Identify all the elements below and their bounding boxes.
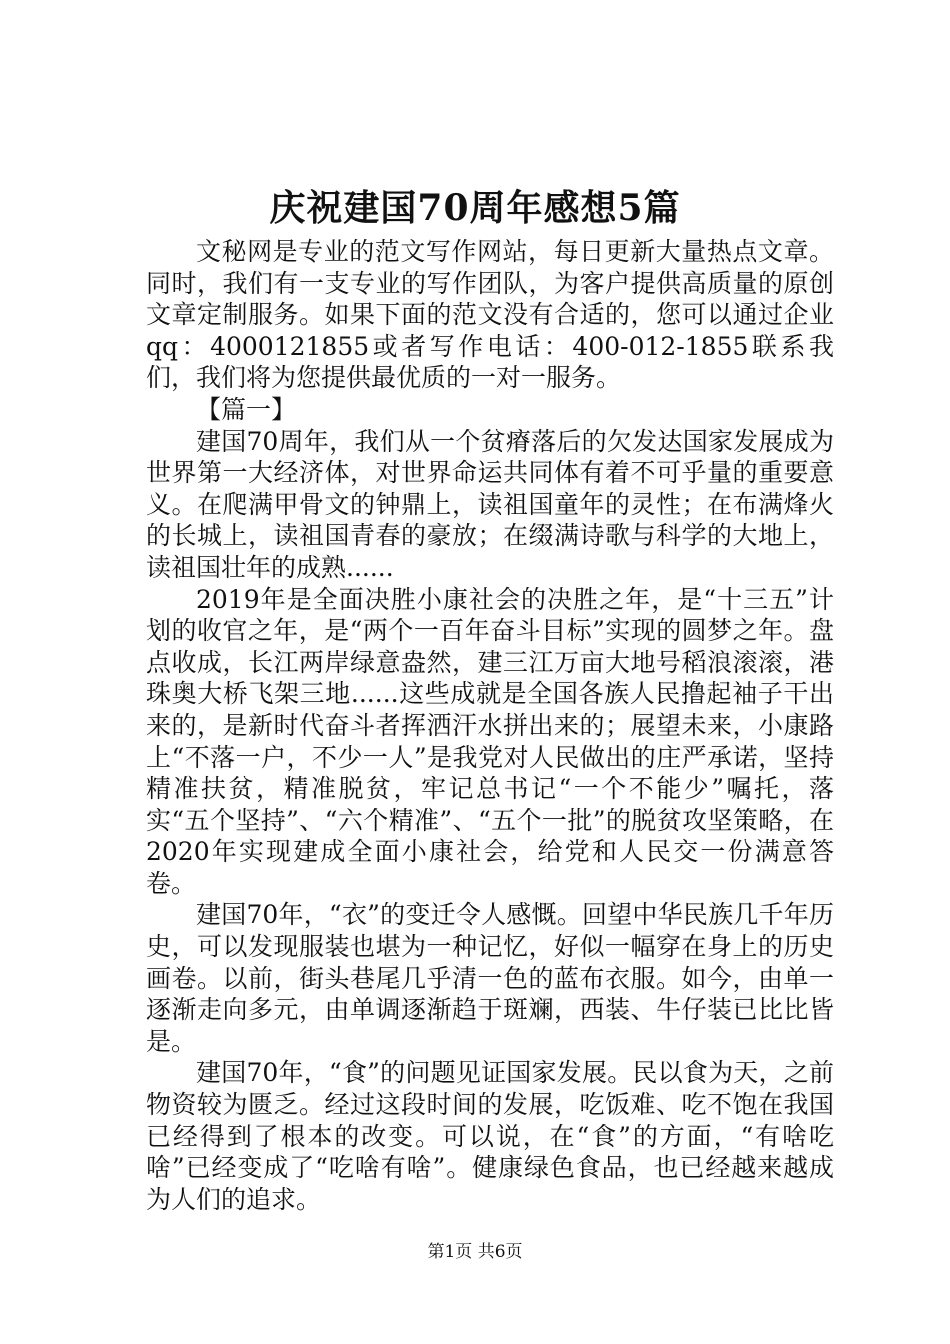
body-paragraph: 建国70年，“食”的问题见证国家发展。民以食为天，之前物资较为匮乏。经过这段时间的发展，吃饭难、吃不饱在我国已经得到了根本的改变。可以说，在“食”的方面，“有啥吃啥”已经变成了“吃啥有啥”。健康绿色食品，也已经越来越成为人们的追求。: [146, 1058, 834, 1214]
document-body: [146, 236, 834, 1215]
section-heading: 【篇一】: [196, 394, 297, 424]
body-paragraph: 2019年是全面决胜小康社会的决胜之年，是“十三五”计划的收官之年，是“两个一百年奋斗目标”实现的圆梦之年。盘点收成，长江两岸绿意盎然，建三江万亩大地号稻浪滚滚，港珠奥大桥飞架三地......这些成就是全国各族人民撸起袖子干出来的，是新时代奋斗者挥洒汗水拼出来的；展望未来，小康路上“不落一户，不少一人”是我党对人民做出的庄严承诺，坚持精准扶贫，精准脱贫，牢记总书记“一个不能少”嘱托，落实“五个坚持”、“六个精准”、“五个一批”的脱贫攻坚策略，在2020年实现建成全面小康社会，给党和人民交一份满意答卷。: [146, 584, 834, 898]
page-footer: 第1页 共6页: [427, 1242, 523, 1262]
document-title: 庆祝建国70周年感想5篇: [269, 187, 681, 229]
body-paragraph: 建国70周年，我们从一个贫瘠落后的欠发达国家发展成为世界第一大经济体，对世界命运共同体有着不可乎量的重要意义。在爬满甲骨文的钟鼎上，读祖国童年的灵性；在布满烽火的长城上，读祖国青春的豪放；在缀满诗歌与科学的大地上，读祖国壮年的成熟......: [146, 426, 834, 582]
intro-paragraph: 文秘网是专业的范文写作网站，每日更新大量热点文章。同时，我们有一支专业的写作团队，为客户提供高质量的原创文章定制服务。如果下面的范文没有合适的，您可以通过企业qq：4000121855或者写作电话：400-012-1855联系我们，我们将为您提供最优质的一对一服务。: [146, 237, 834, 393]
body-paragraph: 建国70年，“衣”的变迁令人感慨。回望中华民族几千年历史，可以发现服装也堪为一种记忆，好似一幅穿在身上的历史画卷。以前，街头巷尾几乎清一色的蓝布衣服。如今，由单一逐渐走向多元，由单调逐渐趋于斑斓，西装、牛仔装已比比皆是。: [146, 900, 834, 1056]
